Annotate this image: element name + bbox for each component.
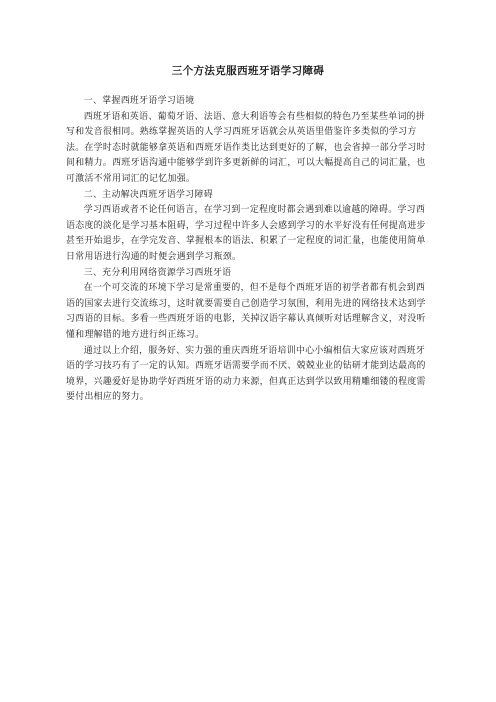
section-heading-3: 三、充分利用网络资源学习西班牙语 [83, 267, 232, 278]
section-heading-2: 二、主动解决西班牙语学习障碍 [83, 189, 213, 200]
paragraph-conclusion: 通过以上介绍，服务好、实力强的重庆西班牙语培训中心小编相信大家应该对西班牙语的学习技巧有了一定的认知。西班牙语需要学而不厌、兢兢业业的钻研才能到达最高的境界，兴趣爱好是协助学好西班牙语的动力来源，但真正达到学以致用精雕细镂的程度需要付出相应的努力。 [66, 345, 426, 403]
section-heading-1: 一、掌握西班牙语学习语境 [83, 96, 195, 106]
document-title: 三个方法克服西班牙语学习障碍 [171, 65, 325, 77]
document-body [66, 94, 432, 406]
paragraph-2: 学习西语或者不论任何语言，在学习到一定程度时都会遇到难以逾越的障碍。学习西语态度的淡化是学习基本阻碍，学习过程中许多人会感到学习的水平好没有任何提高进步甚至开始退步，在学完发音、掌握根本的语法、积累了一定程度的词汇量，也能使用简单日常用语进行沟通的时便会遇到学习瓶颈。 [66, 205, 426, 262]
paragraph-3: 在一个可交流的环境下学习是常重要的，但不是每个西班牙语的初学者都有机会到西语的国家去进行交流练习，这时就要需要自己创造学习氛围，利用先进的网络技术达到学习西语的目标。多看一些西班牙语的电影，关掉汉语字幕认真倾听对话理解含义，对没听懂和理解错的地方进行纠正练习。 [66, 283, 426, 340]
paragraph-1: 西班牙语和英语、葡萄牙语、法语、意大利语等会有些相似的特色乃至某些单词的拼写和发音很相同。熟练掌握英语的人学习西班牙语就会从英语里借鉴许多类似的学习方法。在学时态时就能够拿英语和西班牙语作类比达到更好的了解，也会省掉一部分学习时间和精力。西班牙语沟通中能够学到许多更新鲜的词汇，可以大幅提高自己的词汇量，也可激活不常用词汇的记忆加强。 [66, 111, 426, 184]
